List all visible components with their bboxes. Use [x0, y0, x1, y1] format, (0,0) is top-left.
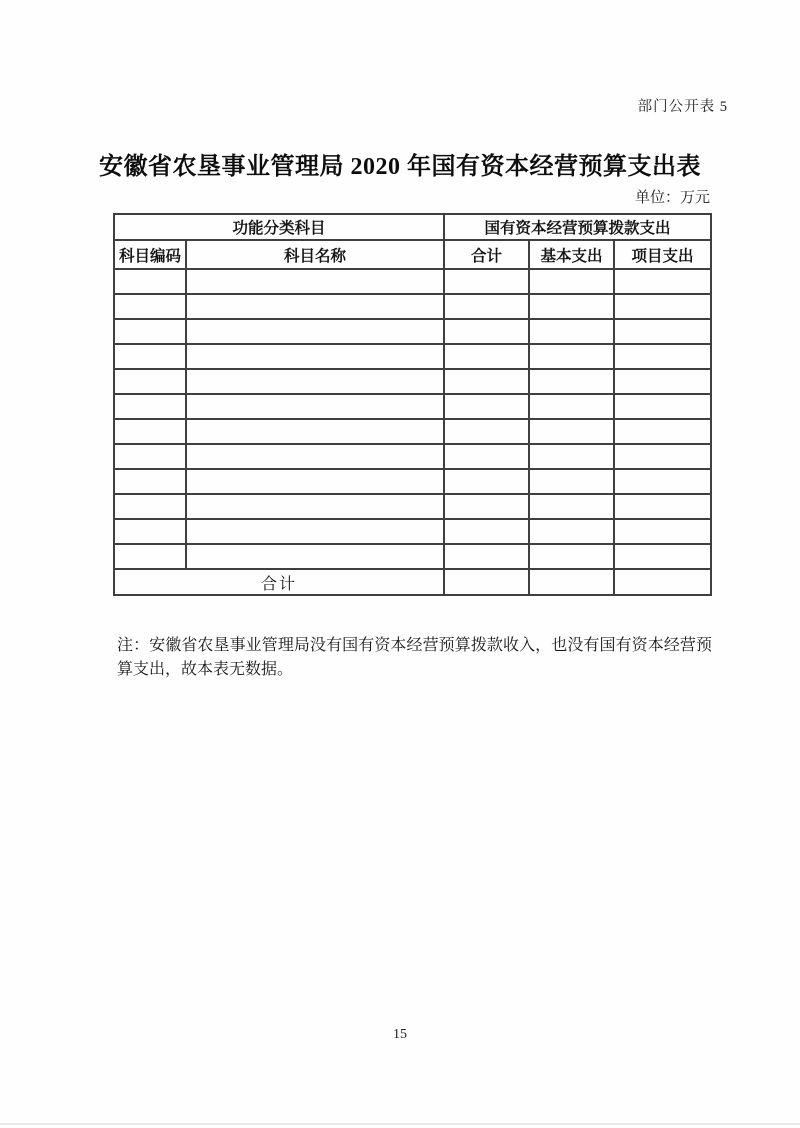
empty-data-cell	[444, 294, 529, 319]
empty-data-cell	[529, 519, 614, 544]
empty-data-cell	[444, 319, 529, 344]
empty-data-cell	[114, 469, 186, 494]
empty-data-cell	[186, 419, 444, 444]
budget-table	[113, 213, 712, 596]
empty-data-cell	[186, 444, 444, 469]
empty-data-cell	[186, 469, 444, 494]
empty-data-cell	[614, 444, 711, 469]
total-row-basic-cell	[529, 569, 614, 595]
corner-table-label: 部门公开表 5	[637, 99, 728, 115]
total-row-label: 合计	[114, 569, 444, 595]
empty-data-cell	[114, 544, 186, 569]
empty-data-row	[114, 294, 711, 319]
empty-data-row	[114, 269, 711, 294]
header-group-row	[114, 214, 711, 240]
empty-data-cell	[186, 494, 444, 519]
empty-data-cell	[114, 394, 186, 419]
empty-data-cell	[186, 394, 444, 419]
empty-data-row	[114, 369, 711, 394]
header-group-appropriation: 国有资本经营预算拨款支出	[444, 214, 711, 240]
empty-data-cell	[444, 369, 529, 394]
unit-label: 单位：万元	[634, 190, 710, 206]
column-header-total: 合计	[444, 240, 529, 269]
empty-data-cell	[614, 519, 711, 544]
page-title: 安徽省农垦事业管理局 2020 年国有资本经营预算支出表	[99, 154, 701, 180]
empty-data-cell	[529, 319, 614, 344]
scan-edge-artifact	[0, 1123, 800, 1125]
empty-data-cell	[114, 344, 186, 369]
empty-data-cell	[614, 394, 711, 419]
empty-data-cell	[186, 269, 444, 294]
empty-data-cell	[529, 494, 614, 519]
empty-data-row	[114, 544, 711, 569]
empty-data-cell	[114, 294, 186, 319]
empty-data-cell	[529, 344, 614, 369]
empty-data-cell	[114, 519, 186, 544]
empty-data-row	[114, 494, 711, 519]
total-row	[114, 569, 711, 595]
empty-data-cell	[444, 519, 529, 544]
empty-data-cell	[529, 294, 614, 319]
empty-data-cell	[444, 469, 529, 494]
empty-data-cell	[529, 469, 614, 494]
empty-data-row	[114, 519, 711, 544]
empty-data-cell	[186, 294, 444, 319]
empty-data-cell	[614, 319, 711, 344]
empty-data-cell	[614, 344, 711, 369]
empty-data-cell	[444, 544, 529, 569]
empty-data-cell	[614, 544, 711, 569]
empty-data-cell	[444, 444, 529, 469]
empty-data-cell	[114, 319, 186, 344]
empty-data-cell	[614, 494, 711, 519]
empty-data-cell	[114, 369, 186, 394]
empty-data-cell	[114, 419, 186, 444]
empty-data-cell	[444, 419, 529, 444]
empty-data-cell	[114, 269, 186, 294]
empty-data-cell	[614, 294, 711, 319]
empty-data-cell	[186, 344, 444, 369]
empty-data-cell	[614, 269, 711, 294]
column-header-basic-expenditure: 基本支出	[529, 240, 614, 269]
empty-data-cell	[614, 419, 711, 444]
empty-data-row	[114, 344, 711, 369]
empty-data-cell	[186, 369, 444, 394]
empty-data-row	[114, 469, 711, 494]
empty-data-cell	[444, 394, 529, 419]
empty-data-cell	[614, 469, 711, 494]
empty-data-cell	[529, 394, 614, 419]
empty-data-cell	[529, 369, 614, 394]
empty-data-cell	[529, 419, 614, 444]
empty-data-cell	[186, 519, 444, 544]
empty-data-cell	[444, 494, 529, 519]
empty-data-row	[114, 419, 711, 444]
empty-data-row	[114, 394, 711, 419]
page-number: 15	[393, 1027, 407, 1042]
column-header-subject-name: 科目名称	[186, 240, 444, 269]
table-body	[114, 214, 711, 595]
header-group-function: 功能分类科目	[114, 214, 444, 240]
column-header-subject-code: 科目编码	[114, 240, 186, 269]
empty-data-row	[114, 319, 711, 344]
empty-data-cell	[529, 444, 614, 469]
empty-data-cell	[614, 369, 711, 394]
header-columns-row	[114, 240, 711, 269]
empty-data-cell	[186, 319, 444, 344]
empty-data-cell	[114, 494, 186, 519]
empty-data-cell	[186, 544, 444, 569]
empty-data-row	[114, 444, 711, 469]
total-row-project-cell	[614, 569, 711, 595]
footnote: 注：安徽省农垦事业管理局没有国有资本经营预算拨款收入，也没有国有资本经营预算支出，故本表无数据。	[117, 637, 712, 678]
empty-data-cell	[529, 269, 614, 294]
total-row-total-cell	[444, 569, 529, 595]
empty-data-cell	[529, 544, 614, 569]
column-header-project-expenditure: 项目支出	[614, 240, 711, 269]
empty-data-cell	[444, 269, 529, 294]
empty-data-cell	[114, 444, 186, 469]
empty-data-cell	[444, 344, 529, 369]
